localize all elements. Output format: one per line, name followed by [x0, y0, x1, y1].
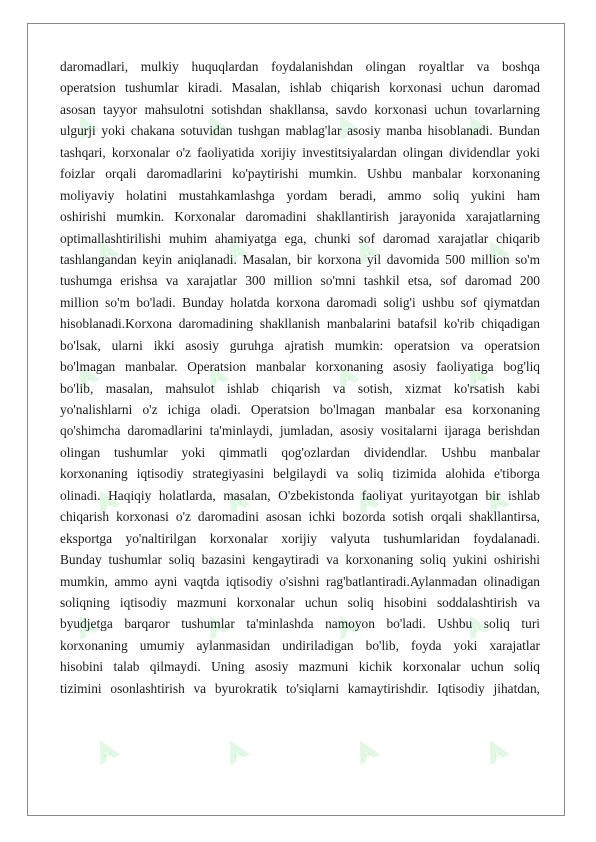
- text-line: tashlangandan keyin aniqlanadi. Masalan, bir korxona yil davomida 500 million so'm: [60, 251, 540, 267]
- text-line: korxonaning iqtisodiy strategiyasini belgilaydi va soliq tizimida alohida e'tiborga: [60, 466, 540, 482]
- text-line: foizlar orqali daromadlarini ko'paytirishi mumkin. Ushbu manbalar korxonaning: [60, 166, 540, 182]
- text-line: qo'shimcha daromadlarini ta'minlaydi, jumladan, asosiy vositalarni ijaraga berishdan: [60, 423, 540, 439]
- text-line: tizimini osonlashtirish va byurokratik to'siqlarni kamaytirishdir. Iqtisodiy jihatdan,: [60, 680, 540, 696]
- document-body: [60, 56, 540, 699]
- text-line: million so'm bo'ladi. Bunday holatda korxona daromadi solig'i ushbu sof qiymatdan: [60, 294, 540, 310]
- text-line: olingan tushumlar yoki qimmatli qog'ozlardan dividendlar. Ushbu manbalar: [60, 444, 540, 460]
- text-line: hisobini talab qilmaydi. Uning asosiy mazmuni kichik korxonalar uchun soliq: [60, 659, 540, 675]
- text-line: byudjetga barqaror tushumlar ta'minlashda namoyon bo'ladi. Ushbu soliq turi: [60, 616, 540, 632]
- text-line: olinadi. Haqiqiy holatlarda, masalan, O'zbekistonda faoliyat yuritayotgan bir ishlab: [60, 487, 540, 503]
- text-line: oshirishi mumkin. Korxonalar daromadini shakllantirish jarayonida xarajatlarning: [60, 209, 540, 225]
- text-line: chiqarish korxonasi o'z daromadini asosan ichki bozorda sotish orqali shakllantirsa,: [60, 509, 540, 525]
- text-line: yo'nalishlarni o'z ichiga oladi. Operatsion bo'lmagan manbalar esa korxonaning: [60, 402, 540, 417]
- text-line: tashqari, korxonalar o'z faoliyatida xorijiy investitsiyalardan olingan dividendlar yoki: [60, 144, 540, 160]
- text-line: soliqning iqtisodiy mazmuni korxonalar uchun soliq hisobini soddalashtirish va: [60, 594, 540, 610]
- text-line: operatsion tushumlar kiradi. Masalan, ishlab chiqarish korxonasi uchun daromad: [60, 80, 540, 96]
- text-line: bo'lsak, ularni ikki asosiy guruhga ajratish mumkin: operatsion va operatsion: [60, 337, 540, 353]
- text-line: daromadlari, mulkiy huquqlardan foydalanishdan olingan royaltlar va boshqa: [60, 59, 540, 74]
- text-line: mumkin, ammo ayni vaqtda iqtisodiy o'sishni rag'batlantiradi.Aylanmadan olinadigan: [60, 573, 540, 589]
- text-line: moliyaviy holatini mustahkamlashga yordam beradi, ammo soliq yukini ham: [60, 187, 540, 203]
- text-line: eksportga yo'naltirilgan korxonalar xorijiy valyuta tushumlaridan foydalanadi.: [60, 530, 540, 546]
- text-line: korxonaning umumiy aylanmasidan undiriladigan bo'lib, foyda yoki xarajatlar: [60, 637, 540, 653]
- text-line: bo'lmagan manbalar. Operatsion manbalar korxonaning asosiy faoliyatiga bog'liq: [60, 359, 540, 375]
- text-line: tushumga erishsa va xarajatlar 300 million so'mni tashkil etsa, sof daromad 200: [60, 273, 540, 289]
- text-line: bo'lib, masalan, mahsulot ishlab chiqarish va sotish, xizmat ko'rsatish kabi: [60, 380, 540, 396]
- text-line: optimallashtirilishi muhim ahamiyatga ega, chunki sof daromad xarajatlar chiqarib: [60, 230, 540, 246]
- text-line: Bunday tushumlar soliq bazasini kengaytiradi va korxonaning soliq yukini oshirishi: [60, 552, 540, 568]
- text-line: ulgurji yoki chakana sotuvidan tushgan mablag'lar asosiy manba hisoblanadi. Bundan: [60, 123, 540, 139]
- text-line: hisoblanadi.Korxona daromadining shakllanish manbalarini batafsil ko'rib chiqadigan: [60, 316, 540, 332]
- text-line: asosan tayyor mahsulotni sotishdan shakllansa, savdo korxonasi uchun tovarlarning: [60, 101, 540, 117]
